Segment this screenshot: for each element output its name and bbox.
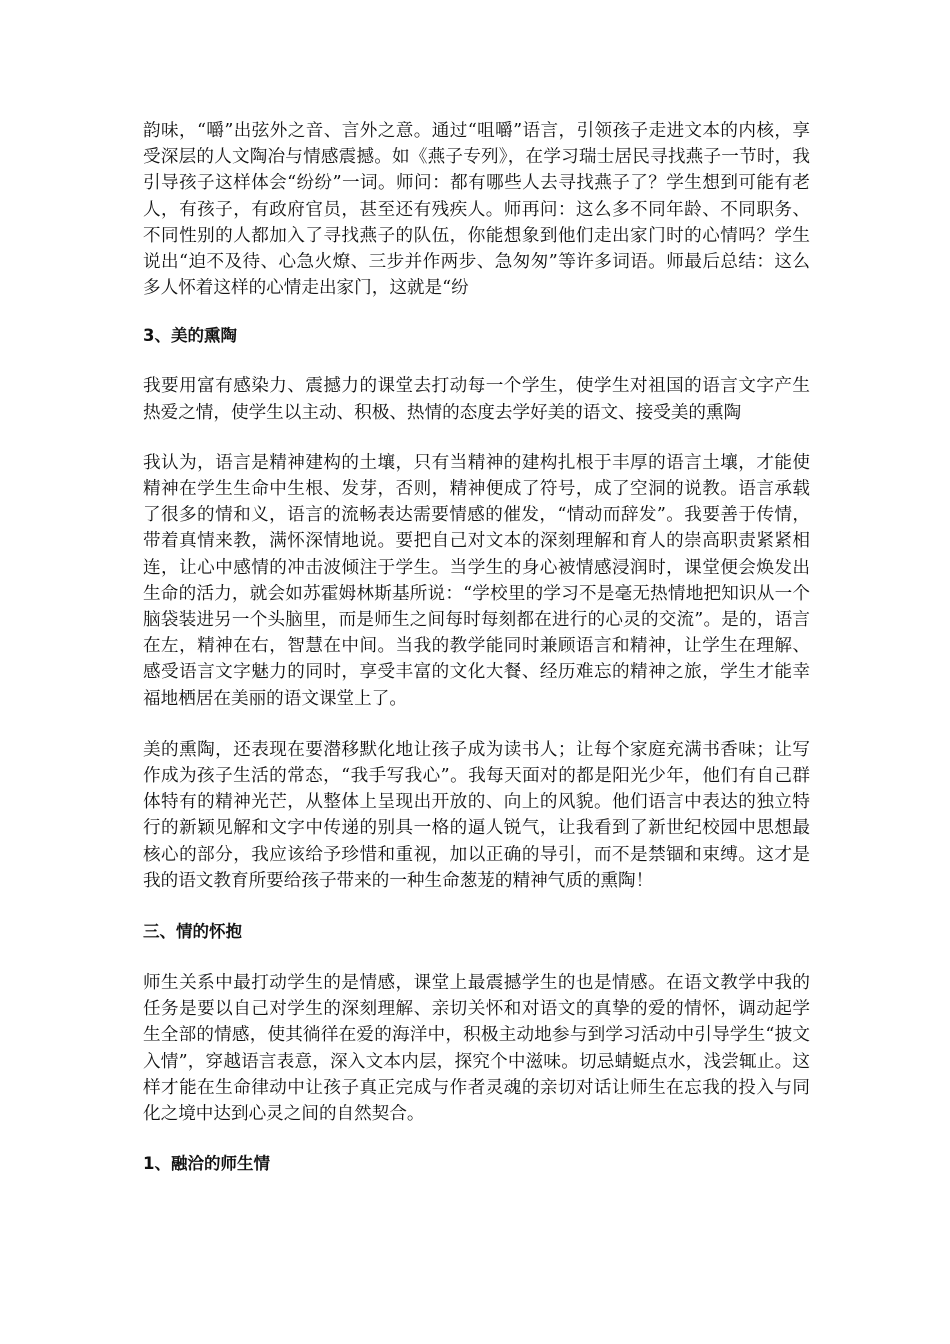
paragraph-teacher-student-emotion: 师生关系中最打动学生的是情感，课堂上最震撼学生的也是情感。在语文教学中我的任务是要以自己对学生的深刻理解、亲切关怀和对语文的真挚的爱的情怀，调动起学生全部的情感，使其徜徉在爱的海洋中，积极主动地参与到学习活动中引导学生“披文入情”，穿越语言表意，深入文本内层，探究个中滋味。切忌蜻蜓点水，浅尝辄止。这样才能在生命律动中让孩子真正完成与作者灵魂的亲切对话让师生在忘我的投入与同化之境中达到心灵之间的自然契合。 xyxy=(143,973,810,1125)
section-heading-beauty-influence: 3、美的熏陶 xyxy=(143,326,237,346)
section-heading-embrace-of-feeling: 三、情的怀抱 xyxy=(143,922,242,942)
paragraph-language-and-spirit: 我认为，语言是精神建构的土壤，只有当精神的建构扎根于丰厚的语言土壤，才能使精神在学生生命中生根、发芽，否则，精神便成了符号，成了空洞的说教。语言承载了很多的情和义，语言的流畅表达需要情感的催发，“情动而辞发”。我要善于传情，带着真情来教，满怀深情地说。要把自己对文本的深刻理解和育人的崇高职责紧紧相连，让心中感情的冲击波倾注于学生。当学生的身心被情感浸润时，课堂便会焕发出生命的活力，就会如苏霍姆林斯基所说：“学校里的学习不是毫无热情地把知识从一个脑袋装进另一个头脑里，而是师生之间每时每刻都在进行的心灵的交流”。是的，语言在左，精神在右，智慧在中间。当我的教学能同时兼顾语言和精神，让学生在理解、感受语言文字魅力的同时，享受丰富的文化大餐、经历难忘的精神之旅，学生才能幸福地栖居在美丽的语文课堂上了。 xyxy=(143,452,810,709)
paragraph-chewing-language: 韵味，“嚼”出弦外之音、言外之意。通过“咀嚼”语言，引领孩子走进文本的内核，享受深层的人文陶冶与情感震撼。如《燕子专列》，在学习瑞士居民寻找燕子一节时，我引导孩子这样体会“纷纷”一词。师问：都有哪些人去寻找燕子了？学生想到可能有老人，有孩子，有政府官员，甚至还有残疾人。师再问：这么多不同年龄、不同职务、不同性别的人都加入了寻找燕子的队伍，你能想象到他们走出家门时的心情吗？学生说出“迫不及待、心急火燎、三步并作两步、急匆匆”等许多词语。师最后总结：这么多人怀着这样的心情走出家门，这就是“纷 xyxy=(143,121,810,299)
document-body xyxy=(143,118,810,1177)
section-heading-harmonious-relationship: 1、融洽的师生情 xyxy=(143,1154,270,1174)
paragraph-moving-classroom: 我要用富有感染力、震撼力的课堂去打动每一个学生，使学生对祖国的语言文字产生热爱之情，使学生以主动、积极、热情的态度去学好美的语文、接受美的熏陶 xyxy=(143,376,810,423)
paragraph-reading-and-writing: 美的熏陶，还表现在要潜移默化地让孩子成为读书人；让每个家庭充满书香味；让写作成为孩子生活的常态，“我手写我心”。我每天面对的都是阳光少年，他们有自己群体特有的精神光芒，从整体上呈现出开放的、向上的风貌。他们语言中表达的独立特行的新颖见解和文字中传递的别具一格的逼人锐气，让我看到了新世纪校园中思想最核心的部分，我应该给予珍惜和重视，加以正确的导引，而不是禁锢和束缚。这才是我的语文教育所要给孩子带来的一种生命葱茏的精神气质的熏陶！ xyxy=(143,739,810,891)
